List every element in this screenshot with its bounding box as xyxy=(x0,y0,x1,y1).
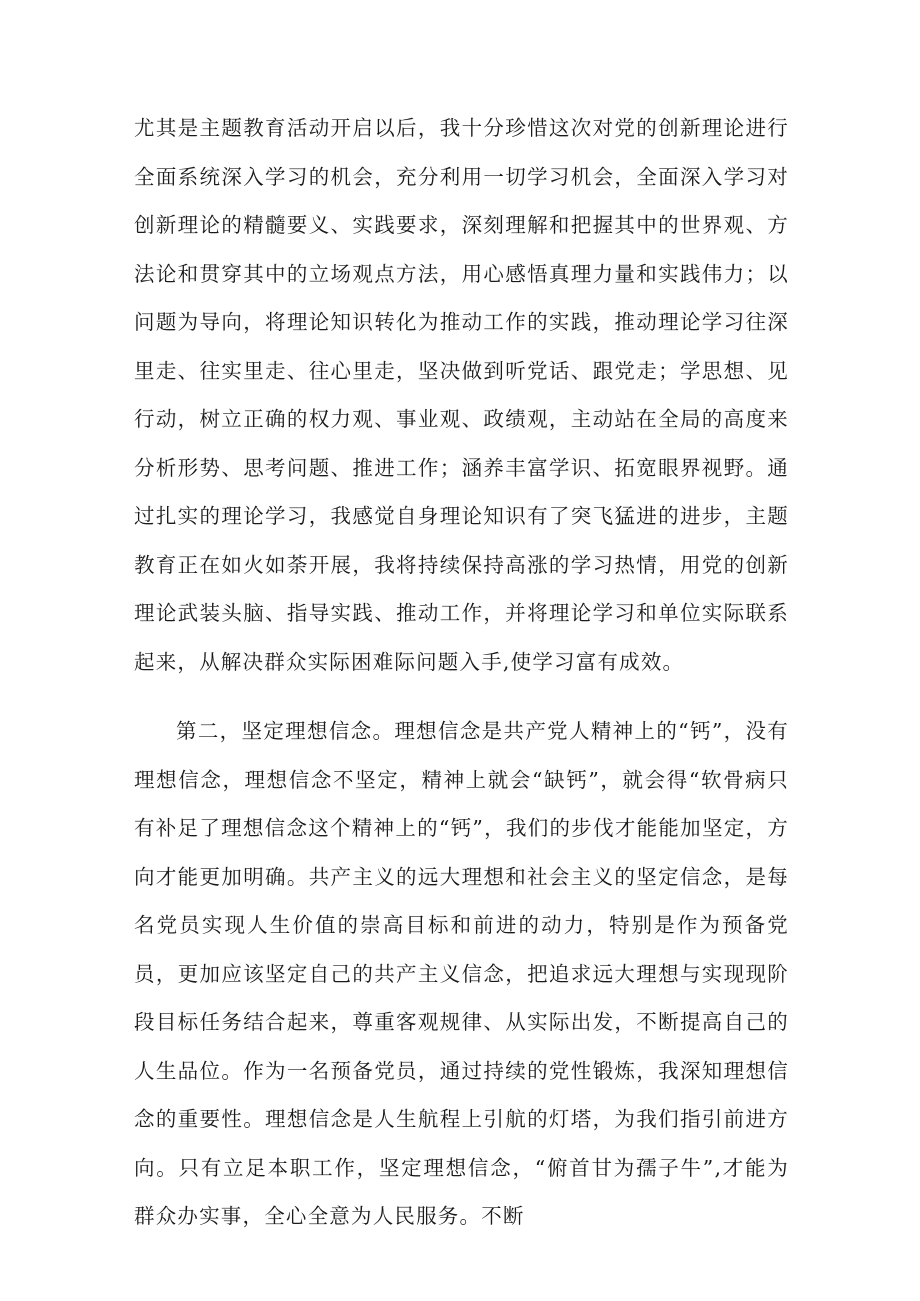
paragraph-theoretical-study: 尤其是主题教育活动开启以后，我十分珍惜这次对党的创新理论进行全面系统深入学习的机会，充分利用一切学习机会，全面深入学习对创新理论的精髓要义、实践要求，深刻理解和把握其中的世界观、方法论和贯穿其中的立场观点方法，用心感悟真理力量和实践伟力；以问题为导向，将理论知识转化为推动工作的实践，推动理论学习往深里走、往实里走、往心里走，坚决做到听党话、跟党走；学思想、见行动，树立正确的权力观、事业观、政绩观，主动站在全局的高度来分析形势、思考问题、推进工作；涵养丰富学识、拓宽眼界视野。通过扎实的理论学习，我感觉自身理论知识有了突飞猛进的进步，主题教育正在如火如荼开展，我将持续保持高涨的学习热情，用党的创新理论武装头脑、指导实践、推动工作，并将理论学习和单位实际联系起来，从解决群众实际困难际问题入手,使学习富有成效。 xyxy=(134,116,789,674)
paragraph-ideals-and-beliefs: 第二，坚定理想信念。理想信念是共产党人精神上的“钙”，没有理想信念，理想信念不坚定，精神上就会“缺钙”，就会得“软骨病只有补足了理想信念这个精神上的“钙”，我们的步伐才能能加坚定，方向才能更加明确。共产主义的远大理想和社会主义的坚定信念，是每名党员实现人生价值的崇高目标和前进的动力，特别是作为预备党员，更加应该坚定自己的共产主义信念，把追求远大理想与实现现阶段目标任务结合起来，尊重客观规律、从实际出发，不断提高自己的人生品位。作为一名预备党员，通过持续的党性锻炼，我深知理想信念的重要性。理想信念是人生航程上引航的灯塔，为我们指引前进方向。只有立足本职工作，坚定理想信念，“俯首甘为孺子牛”,才能为群众办实事，全心全意为人民服务。不断 xyxy=(134,719,789,1228)
